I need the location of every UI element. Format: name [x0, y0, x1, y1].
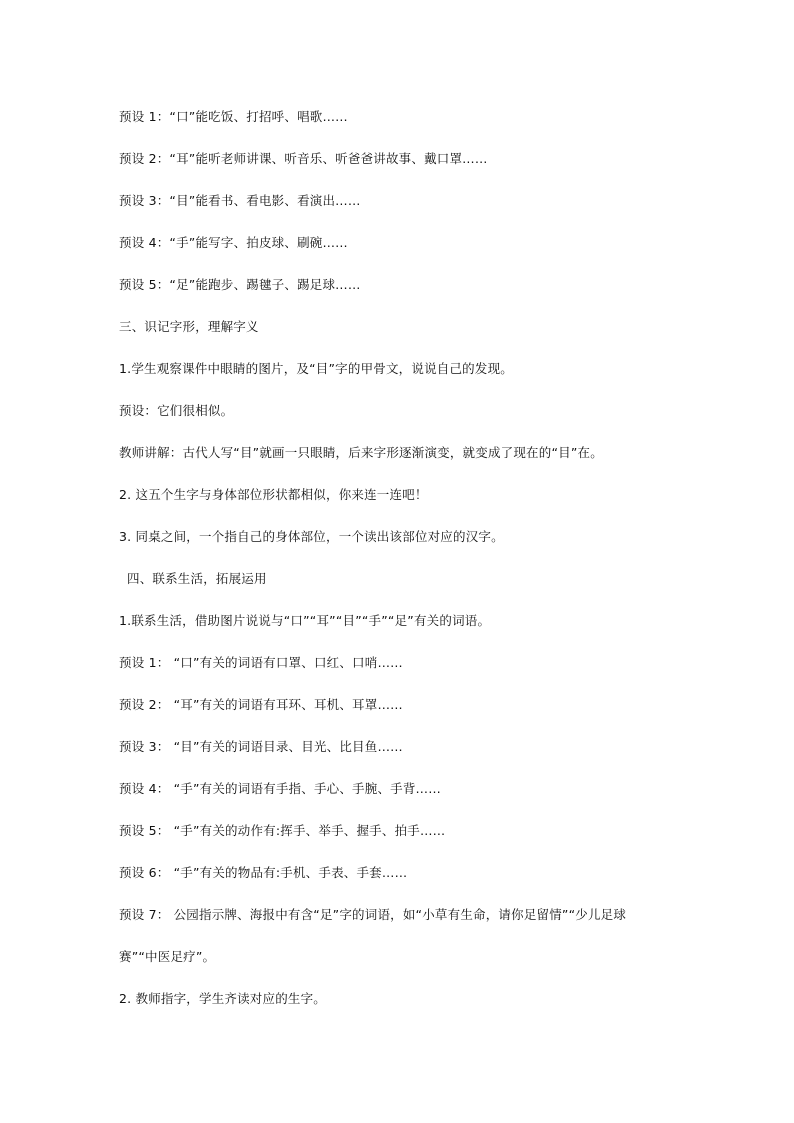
preset-word-6: 预设 6： “手”有关的物品有:手机、手表、手套……	[119, 865, 408, 880]
step-2-match: 2. 这五个生字与身体部位形状都相似，你来连一连吧！	[119, 487, 428, 502]
preset-line-1: 预设 1：“口”能吃饭、打招呼、唱歌……	[119, 109, 348, 124]
teacher-explanation: 教师讲解：古代人写“目”就画一只眼睛，后来字形逐渐演变，就变成了现在的“目”在。	[119, 445, 603, 460]
preset-word-1: 预设 1： “口”有关的词语有口罩、口红、口哨……	[119, 655, 403, 670]
section-heading-4: 四、联系生活，拓展运用	[127, 571, 267, 586]
step-3-desk-partner: 3. 同桌之间，一个指自己的身体部位，一个读出该部位对应的汉字。	[119, 529, 504, 544]
preset-word-5: 预设 5： “手”有关的动作有:挥手、举手、握手、拍手……	[119, 823, 446, 838]
step-1-life-link: 1.联系生活，借助图片说说与“口”“耳”“目”“手”“足”有关的词语。	[119, 613, 491, 628]
preset-line-3: 预设 3：“目”能看书、看电影、看演出……	[119, 193, 361, 208]
preset-word-4: 预设 4： “手”有关的词语有手指、手心、手腕、手背……	[119, 781, 441, 796]
step-1-observe: 1.学生观察课件中眼睛的图片，及“目”字的甲骨文，说说自己的发现。	[119, 361, 513, 376]
preset-line-4: 预设 4：“手”能写字、拍皮球、刷碗……	[119, 235, 348, 250]
preset-line-5: 预设 5：“足”能跑步、踢毽子、踢足球……	[119, 277, 361, 292]
preset-similar: 预设：它们很相似。	[119, 403, 234, 418]
preset-word-7-continued: 赛”“中医足疗”。	[119, 949, 216, 964]
preset-line-2: 预设 2：“耳”能听老师讲课、听音乐、听爸爸讲故事、戴口罩……	[119, 151, 488, 166]
section-heading-3: 三、识记字形，理解字义	[119, 319, 259, 334]
step-2-read-aloud: 2. 教师指字，学生齐读对应的生字。	[119, 991, 327, 1006]
preset-word-2: 预设 2： “耳”有关的词语有耳环、耳机、耳罩……	[119, 697, 403, 712]
preset-word-3: 预设 3： “目”有关的词语目录、目光、比目鱼……	[119, 739, 403, 754]
preset-word-7: 预设 7： 公园指示牌、海报中有含“足”字的词语，如“小草有生命，请你足留情”“少儿足球	[119, 907, 627, 922]
